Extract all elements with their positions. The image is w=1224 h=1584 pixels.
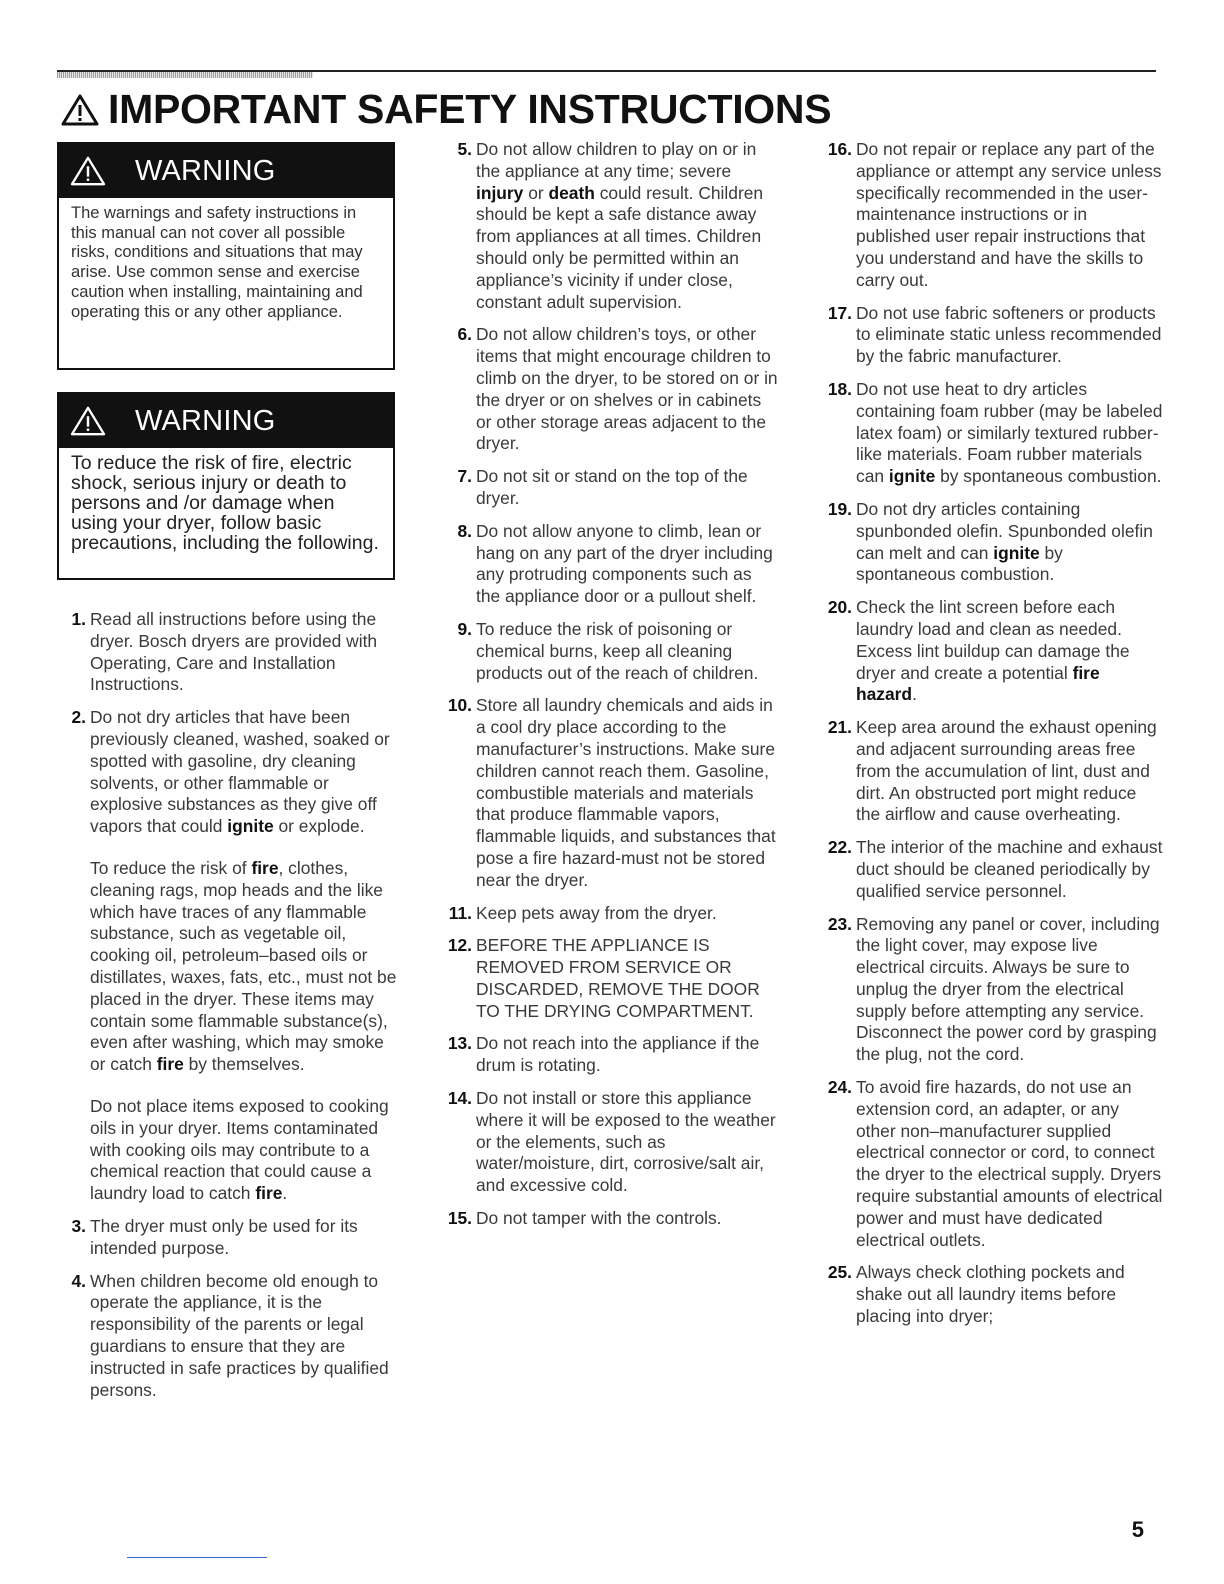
warning-heading: WARNING (135, 404, 276, 437)
text-run: Do not use heat to dry articles containing foam rubber (may be labeled latex foam) or similarly textured rubber-like materials. Foam rubber materials can (856, 378, 1163, 487)
item-text (476, 935, 778, 1022)
item-number: 9. (457, 618, 472, 639)
page-title (60, 86, 831, 133)
item-number: 18. (827, 378, 852, 399)
text-run: Check the lint screen before each laundry load and clean as needed. Excess lint buildup can damage the dryer and create a potential (856, 597, 1130, 683)
item-number: 24. (827, 1077, 852, 1098)
text-run: Do not install or store this appliance where it will be exposed to the weather or the elements, such as water/moisture, dirt, corrosive/salt air, and excessive cold. (476, 1088, 776, 1196)
page-title-text: IMPORTANT SAFETY INSTRUCTIONS (108, 86, 832, 132)
item-text (476, 619, 778, 684)
item-number: 15. (447, 1208, 472, 1229)
item-text (856, 1262, 1163, 1327)
instructions-column-1 (52, 609, 397, 1412)
warning-body: The warnings and safety instructions in this manual can not cover all possible risks, conditions and situations that may arise. Use common sense and exercise caution when installing, maintaining and operating this or any other appliance. (71, 204, 363, 321)
item-number: 19. (827, 498, 852, 519)
text-run: Removing any panel or cover, including the light cover, may expose live electrical circuits. Always be sure to unplug the dryer from the electrical supply before attempting any service. Disconnect the power cord by grasping the plug, not the cord. (856, 913, 1160, 1065)
instruction-item (818, 597, 1163, 706)
warning-triangle-icon (69, 155, 107, 187)
text-run: Keep area around the exhaust opening and adjacent surrounding areas free from the accumulation of lint, dust and dirt. An obstructed port might reduce the airflow and cause overheating. (856, 717, 1157, 825)
item-text (476, 1033, 778, 1077)
emphasis-text: ignite (227, 816, 274, 837)
instruction-item (818, 139, 1163, 292)
text-run: Do not allow anyone to climb, lean or hang on any part of the dryer including any protruding components such as the appliance door or a pullout shelf. (476, 520, 773, 607)
instructions-column-3 (818, 139, 1163, 1339)
text-run: To reduce the risk of (90, 857, 252, 878)
text-run: Do not place items exposed to cooking oils in your dryer. Items contaminated with cooking oils may contribute to a chemical reaction that could cause a laundry load to catch (90, 1095, 389, 1204)
instruction-item (438, 935, 778, 1022)
item-text (476, 521, 778, 608)
item-text (476, 466, 778, 510)
instruction-item (438, 521, 778, 608)
text-run: by spontaneous combustion. (935, 466, 1162, 487)
text-run: To avoid fire hazards, do not use an extension cord, an adapter, or any other non–manufacturer supplied electrical connector or cord, to connect the dryer to the electrical supply. Dryers require substantial amounts of electrical power and must have dedicated electrical outlets. (856, 1077, 1163, 1250)
item-text (856, 139, 1163, 292)
instruction-item (818, 1262, 1163, 1327)
item-number: 8. (457, 520, 472, 541)
emphasis-text: fire (255, 1183, 283, 1204)
instruction-item (818, 499, 1163, 586)
footer-rule (127, 1557, 267, 1558)
item-text (476, 1208, 778, 1230)
text-run: Do not allow children’s toys, or other items that might encourage children to climb on the dryer, to be stored on or in the dryer or on shelves or in cabinets or other storage areas adjacent to the dryer. (476, 324, 778, 454)
item-text (476, 324, 778, 455)
item-number: 3. (71, 1215, 86, 1236)
instruction-item (52, 707, 397, 1205)
item-text (90, 1271, 397, 1402)
text-run: , clothes, cleaning rags, mop heads and the like which have traces of any flammable substance, such as vegetable oil, cooking oil, petroleum–based oils or distillates, waxes, fats, etc., must not be placed in the dryer. These items may contain some flammable substance(s), even after washing, which may smoke or catch (90, 857, 397, 1075)
text-run: Do not tamper with the controls. (476, 1208, 722, 1229)
text-run: Keep pets away from the dryer. (476, 902, 717, 923)
warning-triangle-icon (60, 93, 100, 127)
instructions-column-2 (438, 139, 778, 1241)
item-text (856, 499, 1163, 586)
item-text (856, 303, 1163, 368)
item-number: 10. (447, 695, 472, 716)
warning-header (59, 144, 393, 198)
text-run: Do not use fabric softeners or products to eliminate static unless recommended by the fabric manufacturer. (856, 302, 1162, 367)
instruction-item (438, 903, 778, 925)
instruction-item (438, 619, 778, 684)
item-text (90, 1216, 397, 1260)
item-number: 20. (827, 597, 852, 618)
emphasis-text: fire (251, 857, 279, 878)
item-text (90, 609, 397, 696)
item-number: 13. (447, 1033, 472, 1054)
instruction-item (52, 609, 397, 696)
text-run: by spontaneous combustion. (856, 542, 1063, 585)
emphasis-text: fire hazard (856, 662, 1100, 705)
text-run: . (912, 684, 917, 705)
text-run: . (282, 1183, 288, 1204)
text-run: Do not dry articles containing spunbonded olefin. Spunbonded olefin can melt and can (856, 498, 1153, 563)
header-rule (57, 70, 1156, 72)
text-run: The dryer must only be used for its intended purpose. (90, 1215, 358, 1258)
instruction-item (438, 324, 778, 455)
item-text (856, 379, 1163, 488)
instruction-item (818, 914, 1163, 1067)
item-number: 7. (457, 466, 472, 487)
warning-triangle-icon (69, 405, 107, 437)
text-run: Do not repair or replace any part of the appliance or attempt any service unless specifically recommended in the user-maintenance instructions or in published user repair instructions that you understand and have the skills to carry out. (856, 139, 1162, 290)
instruction-item (438, 1088, 778, 1197)
item-number: 6. (457, 324, 472, 345)
instruction-item (818, 303, 1163, 368)
text-run: by themselves. (183, 1054, 305, 1075)
item-number: 25. (827, 1262, 852, 1283)
item-number: 12. (447, 935, 472, 956)
warning-heading: WARNING (135, 154, 276, 187)
instruction-item (818, 837, 1163, 902)
text-run: Do not dry articles that have been previously cleaned, washed, soaked or spotted with gasoline, dry cleaning solvents, or other flammable or explosive substances as they give off vapors that could (90, 707, 390, 837)
warning-box-general (57, 142, 395, 370)
item-text (476, 903, 778, 925)
text-run: Do not allow children to play on or in the appliance at any time; severe (476, 139, 757, 181)
item-number: 22. (827, 837, 852, 858)
item-text (476, 695, 778, 891)
instruction-item (438, 1033, 778, 1077)
item-text (476, 1088, 778, 1197)
item-text (856, 1077, 1163, 1251)
instruction-item (818, 379, 1163, 488)
item-text (476, 139, 778, 313)
item-paragraph (90, 858, 397, 1076)
item-number: 1. (71, 609, 86, 629)
instruction-item (438, 1208, 778, 1230)
text-run: Store all laundry chemicals and aids in a cool dry place according to the manufacturer’s instructions. Make sure children cannot reach them. Gasoline, combustible materials and materials that produce flammable vapors, flammable liquids, and substances that pose a fire hazard-must not be stored near the dryer. (476, 695, 776, 890)
text-run: Do not sit or stand on the top of the dryer. (476, 466, 748, 508)
item-text (856, 837, 1163, 902)
text-run: could result. Children should be kept a safe distance away from appliances at all times. Children should only be permitted within an appliance’s vicinity if under close, constant adult supervision. (476, 182, 764, 312)
item-text (90, 707, 397, 838)
emphasis-text: injury (476, 182, 524, 203)
item-number: 17. (827, 302, 852, 323)
emphasis-text: death (548, 182, 595, 203)
emphasis-text: ignite (888, 466, 936, 487)
item-paragraph (90, 1096, 397, 1205)
page-number: 5 (1131, 1517, 1144, 1542)
item-number: 2. (71, 707, 86, 728)
text-run: Always check clothing pockets and shake out all laundry items before placing into dryer; (856, 1262, 1125, 1327)
emphasis-text: ignite (993, 542, 1040, 563)
text-run: When children become old enough to operate the appliance, it is the responsibility of the parents or legal guardians to ensure that they are instructed in safe practices by qualified persons. (90, 1270, 389, 1400)
warning-body: To reduce the risk of fire, electric shock, serious injury or death to persons and /or damage when using your dryer, follow basic precautions, including the following. (71, 452, 379, 554)
item-text (856, 717, 1163, 826)
item-number: 5. (457, 139, 472, 159)
item-number: 23. (827, 913, 852, 934)
item-number: 11. (448, 902, 472, 923)
instruction-item (818, 1077, 1163, 1251)
text-run: The interior of the machine and exhaust duct should be cleaned periodically by qualified service personnel. (856, 837, 1163, 901)
instruction-item (438, 695, 778, 891)
instruction-item (818, 717, 1163, 826)
text-run: To reduce the risk of poisoning or chemical burns, keep all cleaning products out of the reach of children. (476, 618, 759, 683)
instruction-item (438, 139, 778, 313)
text-run: or explode. (273, 816, 365, 837)
text-run: Read all instructions before using the dryer. Bosch dryers are provided with Operating, Care and Installation Instructions. (90, 609, 378, 695)
item-text (856, 597, 1163, 706)
item-number: 16. (827, 139, 852, 159)
emphasis-text: fire (156, 1054, 184, 1075)
text-run: Do not reach into the appliance if the drum is rotating. (476, 1033, 760, 1076)
instruction-item (52, 1216, 397, 1260)
instruction-item (438, 466, 778, 510)
warning-header (59, 394, 393, 448)
item-number: 4. (71, 1270, 86, 1291)
item-number: 14. (447, 1088, 472, 1109)
text-run: BEFORE THE APPLIANCE IS REMOVED FROM SERVICE OR DISCARDED, REMOVE THE DOOR TO THE DRYING COMPARTMENT. (476, 935, 760, 1021)
item-text (856, 914, 1163, 1067)
warning-box-precautions (57, 392, 395, 580)
text-run: or (523, 182, 549, 203)
item-number: 21. (827, 717, 852, 738)
instruction-item (52, 1271, 397, 1402)
